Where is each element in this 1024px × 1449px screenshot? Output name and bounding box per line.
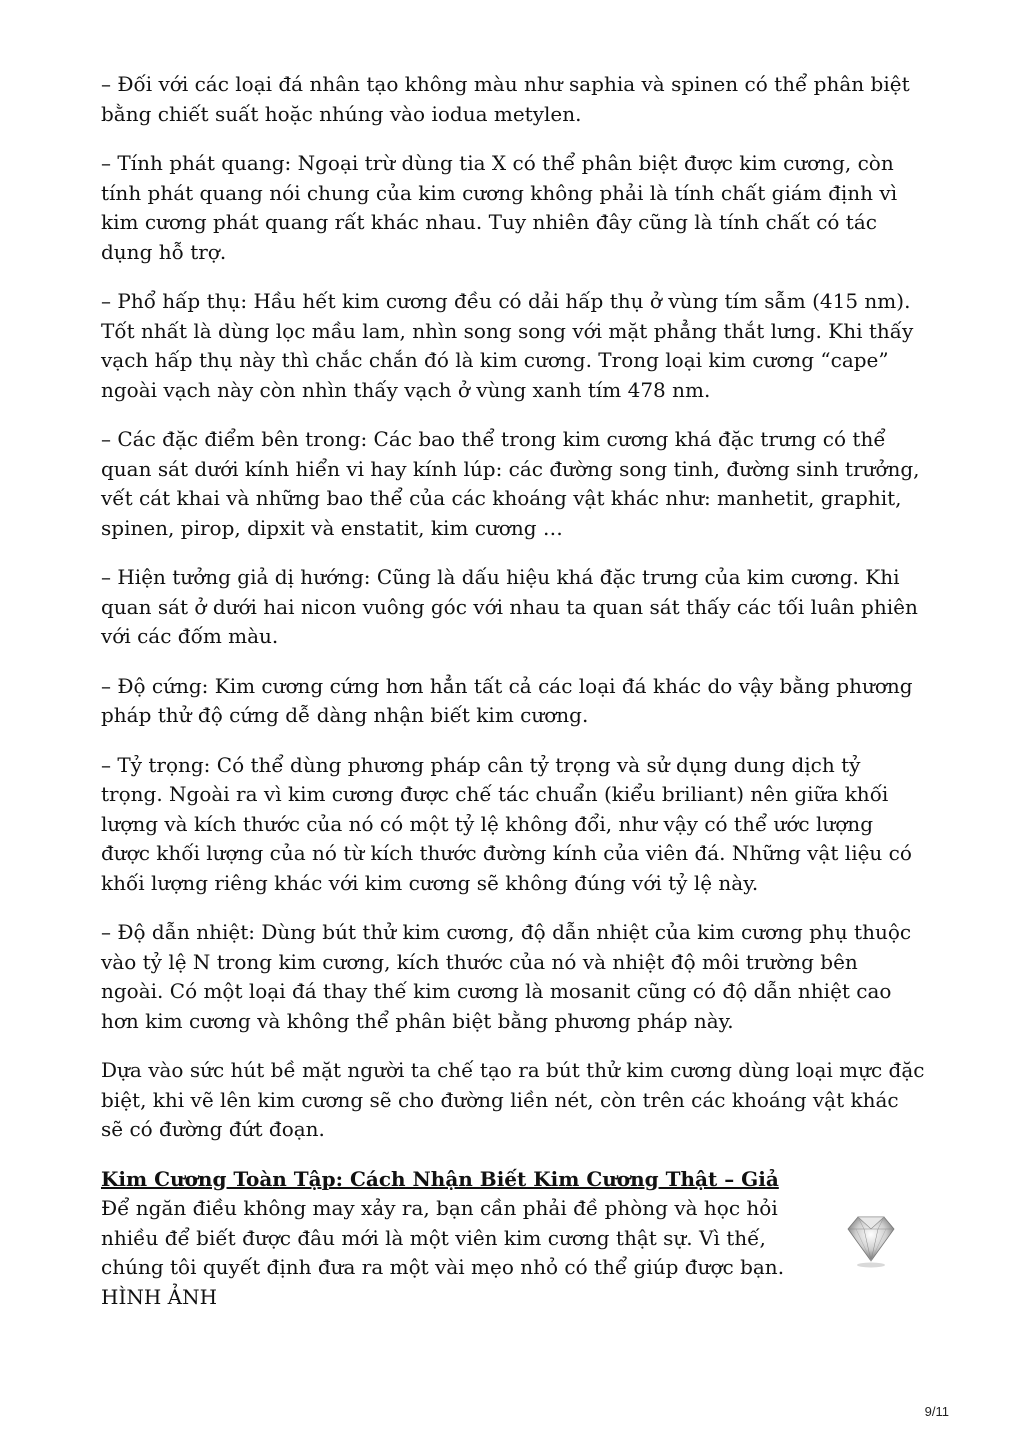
related-article-excerpt: Để ngăn điều không may xảy ra, bạn cần phải đề phòng và học hỏi nhiều để biết được đâu mới là một viên kim cương thật sự. Vì thế, chúng tôi quyết định đưa ra một vài mẹo nhỏ có thể giúp được bạn.	[101, 1196, 785, 1279]
paragraph: – Các đặc điểm bên trong: Các bao thể trong kim cương khá đặc trưng có thể quan sát dưới kính hiển vi hay kính lúp: các đường song tinh, đường sinh trưởng, vết cát khai và những bao thể của các khoáng vật khác như: manhetit, graphit, spinen, pirop, dipxit và enstatit, kim cương …	[101, 427, 920, 540]
paragraph: – Đối với các loại đá nhân tạo không màu như saphia và spinen có thể phân biệt bằng chiết suất hoặc nhúng vào iodua metylen.	[101, 72, 910, 126]
paragraph: – Tỷ trọng: Có thể dùng phương pháp cân tỷ trọng và sử dụng dung dịch tỷ trọng. Ngoài ra vì kim cương được chế tác chuẩn (kiểu briliant) nên giữa khối lượng và kích thước của nó có một tỷ lệ không đổi, như vậy có thể ước lượng được khối lượng của nó từ kích thước đường kính của viên đá. Những vật liệu có khối lượng riêng khác với kim cương sẽ không đúng với tỷ lệ này.	[101, 752, 912, 895]
image-label: HÌNH ẢNH	[101, 1284, 218, 1309]
diamond-icon[interactable]	[836, 1203, 906, 1273]
paragraph: – Phổ hấp thụ: Hầu hết kim cương đều có dải hấp thụ ở vùng tím sẫm (415 nm). Tốt nhất là dùng lọc mầu lam, nhìn song song với mặt phẳng thắt lưng. Khi thấy vạch hấp thụ này thì chắc chắn đó là kim cương. Trong loại kim cương “cape” ngoài vạch này còn nhìn thấy vạch ở vùng xanh tím 478 nm.	[101, 289, 914, 402]
related-article-excerpt-block	[101, 1194, 801, 1312]
article-body	[101, 70, 926, 1312]
related-article-link[interactable]: Kim Cương Toàn Tập: Cách Nhận Biết Kim Cương Thật – Giả	[101, 1166, 779, 1191]
paragraph: – Độ cứng: Kim cương cứng hơn hẳn tất cả các loại đá khác do vậy bằng phương pháp thử độ cứng dễ dàng nhận biết kim cương.	[101, 673, 913, 727]
paragraph: Dựa vào sức hút bề mặt người ta chế tạo ra bút thử kim cương dùng loại mực đặc biệt, khi vẽ lên kim cương sẽ cho đường liền nét, còn trên các khoáng vật khác sẽ có đường đứt đoạn.	[101, 1058, 925, 1141]
paragraph: – Hiện tưởng giả dị hướng: Cũng là dấu hiệu khá đặc trưng của kim cương. Khi quan sát ở dưới hai nicon vuông góc với nhau ta quan sát thấy các tối luân phiên với các đốm màu.	[101, 565, 918, 648]
page-number: 9/11	[924, 1404, 949, 1419]
paragraph: – Độ dẫn nhiệt: Dùng bút thử kim cương, độ dẫn nhiệt của kim cương phụ thuộc vào tỷ lệ N trong kim cương, kích thước của nó và nhiệt độ môi trường bên ngoài. Có một loại đá thay thế kim cương là mosanit cũng có độ dẫn nhiệt cao hơn kim cương và không thể phân biệt bằng phương pháp này.	[101, 920, 912, 1033]
related-article-card	[101, 1165, 926, 1313]
paragraph: – Tính phát quang: Ngoại trừ dùng tia X có thể phân biệt được kim cương, còn tính phát quang nói chung của kim cương không phải là tính chất giám định vì kim cương phát quang rất khác nhau. Tuy nhiên đây cũng là tính chất có tác dụng hỗ trợ.	[101, 151, 898, 264]
